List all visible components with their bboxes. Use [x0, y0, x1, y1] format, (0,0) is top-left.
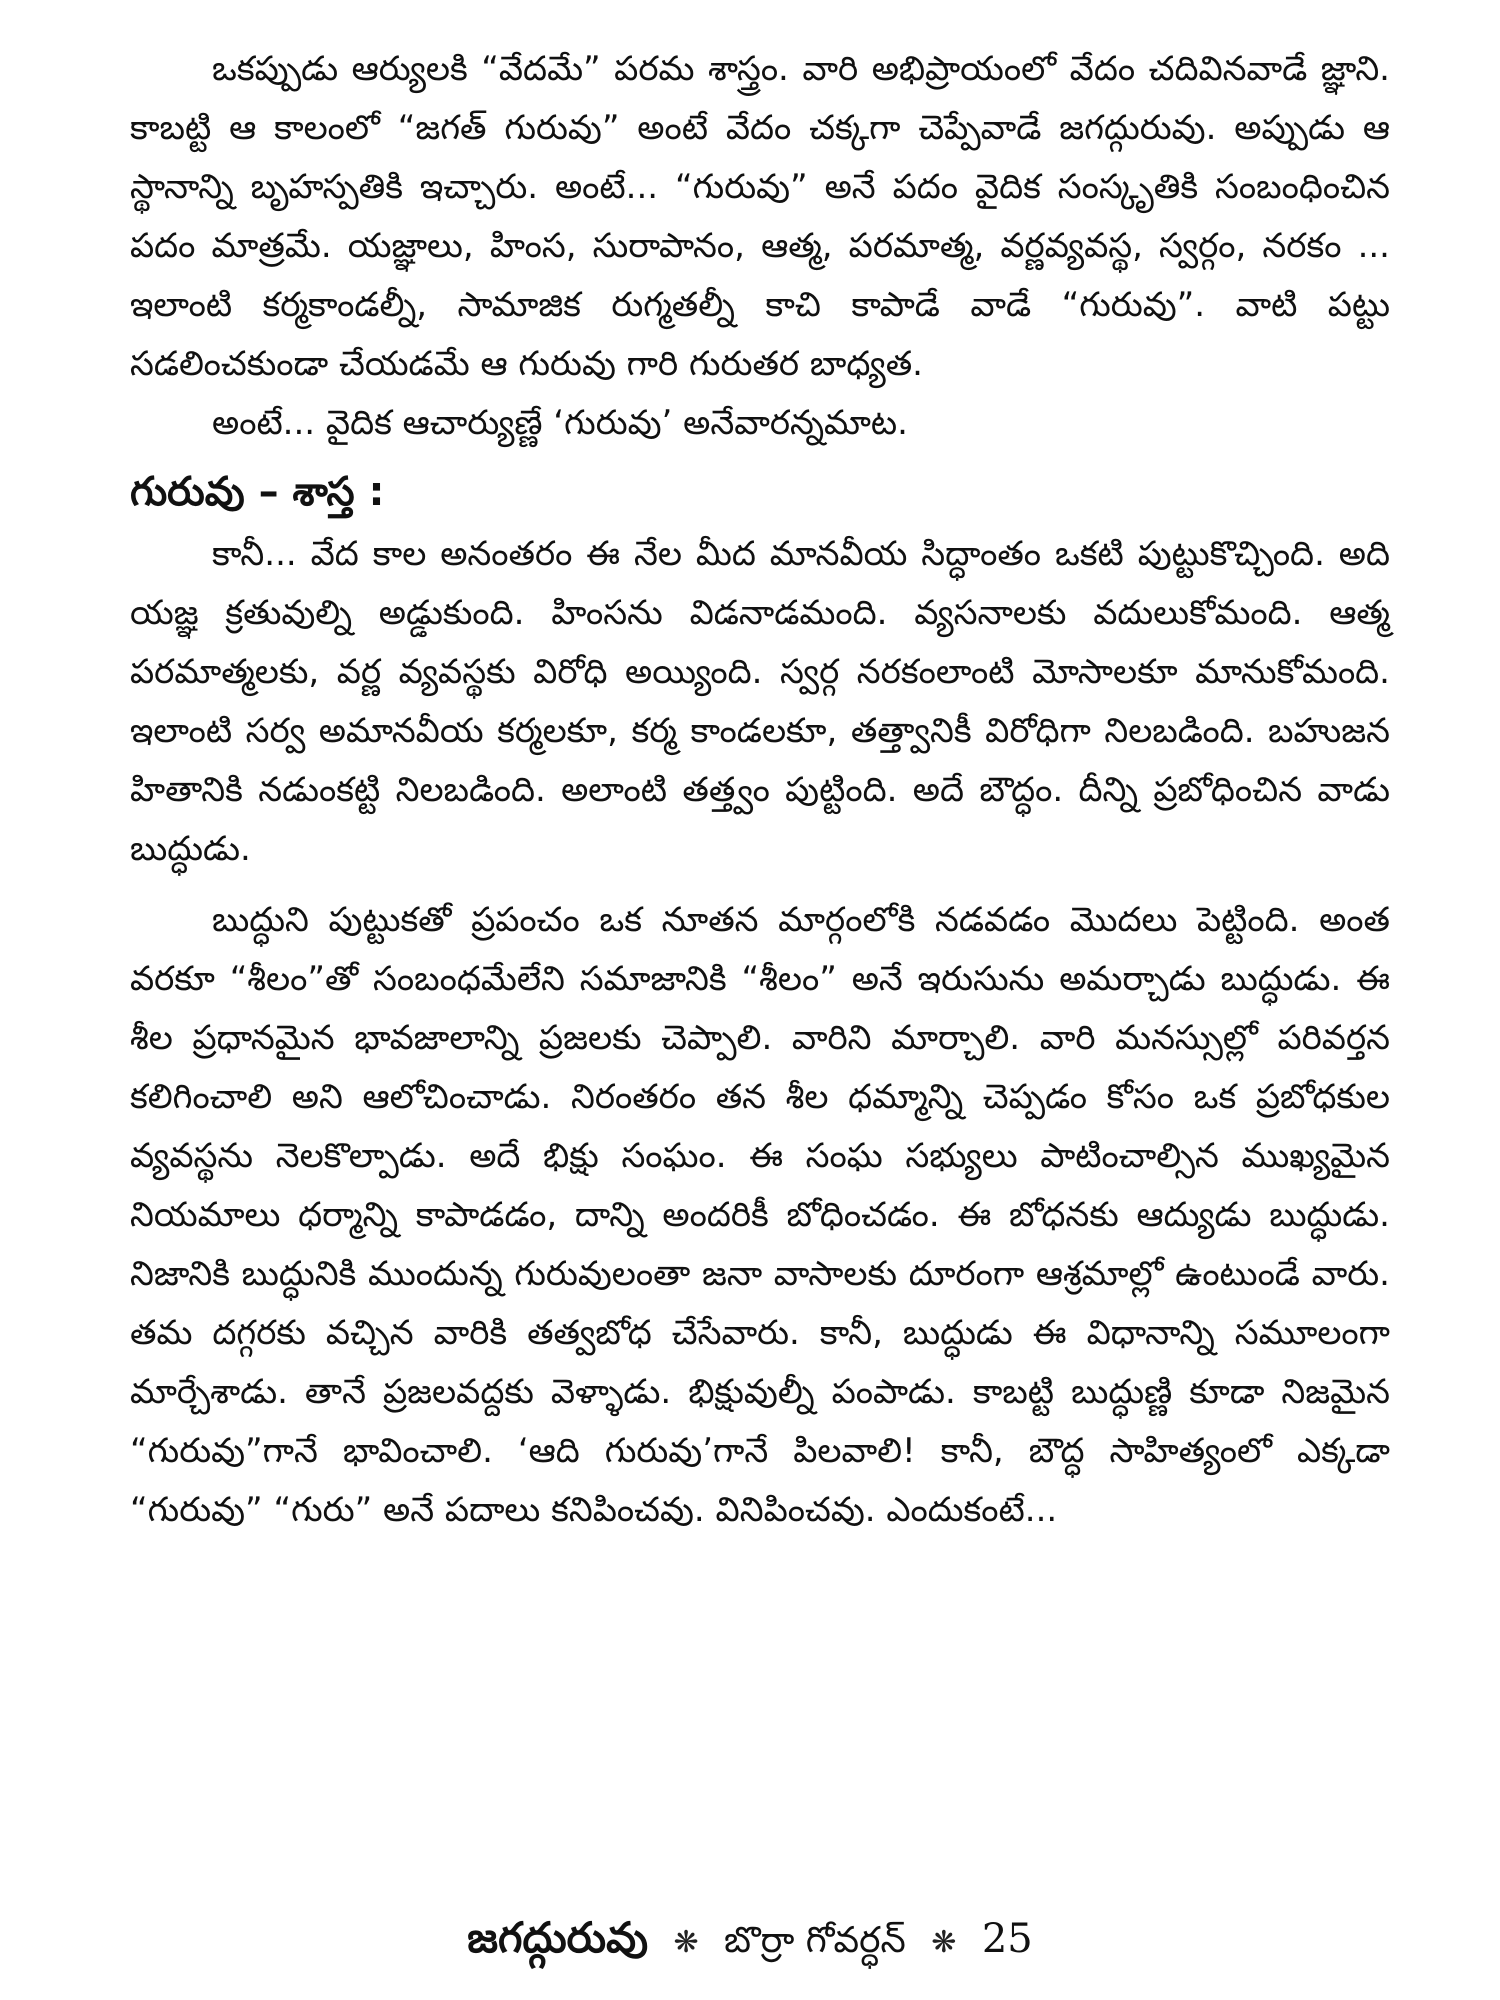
paragraph-vedic-guru: ఒకప్పుడు ఆర్యులకి “వేదమే” పరమ శాస్త్రం. వారి అభిప్రాయంలో వేదం చదివినవాడే జ్ఞాని. కాబట్టి ఆ కాలంలో “జగత్ గురువు” అంటే వేదం చక్కగా చెప్పేవాడే జగద్గురువు. అప్పుడు ఆ స్థానాన్ని బృహస్పతికి ఇచ్చారు. అంటే... “గురువు” అనే పదం వైదిక సంస్కృతికి సంబంధించిన పదం మాత్రమే. యజ్ఞాలు, హింస, సురాపానం, ఆత్మ, పరమాత్మ, వర్ణవ్యవస్థ, స్వర్గం, నరకం ... ఇలాంటి కర్మకాండల్నీ, సామాజిక రుగ్మతల్నీ కాచి కాపాడే వాడే “గురువు”. వాటి పట్టు సడలించకుండా చేయడమే ఆ గురువు గారి గురుతర బాధ్యత.: [130, 49, 1390, 384]
book-title: జగద్గురువు: [467, 1913, 648, 1962]
author-name: బొర్రా గోవర్ధన్: [724, 1920, 906, 1961]
separator-star-icon: ❋: [673, 1925, 699, 1960]
page-footer: [0, 1908, 1500, 1973]
page-body: [130, 40, 1390, 1920]
section-heading: గురువు – శాస్త :: [130, 469, 385, 515]
paragraph-buddhist-theory: కానీ... వేద కాల అనంతరం ఈ నేల మీద మానవీయ సిద్ధాంతం ఒకటి పుట్టుకొచ్చింది. అది యజ్ఞ క్రతువుల్ని అడ్డుకుంది. హింసను విడనాడమంది. వ్యసనాలకు వదులుకోమంది. ఆత్మ పరమాత్మలకు, వర్ణ వ్యవస్థకు విరోధి అయ్యింది. స్వర్గ నరకంలాంటి మోసాలకూ మానుకోమంది. ఇలాంటి సర్వ అమానవీయ కర్మలకూ, కర్మ కాండలకూ, తత్త్వానికీ విరోధిగా నిలబడింది. బహుజన హితానికి నడుంకట్టి నిలబడింది. అలాంటి తత్త్వం పుట్టింది. అదే బౌద్ధం. దీన్ని ప్రబోధించిన వాడు బుద్ధుడు.: [130, 534, 1390, 869]
separator-star-icon: ❋: [931, 1925, 957, 1960]
page-number: 25: [981, 1916, 1033, 1962]
paragraph-vaidika-acharya: అంటే... వైదిక ఆచార్యుణ్ణే ‘గురువు’ అనేవారన్నమాట.: [212, 403, 908, 443]
paragraph-buddha-teacher: బుద్ధుని పుట్టుకతో ప్రపంచం ఒక నూతన మార్గంలోకి నడవడం మొదలు పెట్టింది. అంత వరకూ “శీలం”తో సంబంధమేలేని సమాజానికి “శీలం” అనే ఇరుసును అమర్చాడు బుద్ధుడు. ఈ శీల ప్రధానమైన భావజాలాన్ని ప్రజలకు చెప్పాలి. వారిని మార్చాలి. వారి మనస్సుల్లో పరివర్తన కలిగించాలి అని ఆలోచించాడు. నిరంతరం తన శీల ధమ్మాన్ని చెప్పడం కోసం ఒక ప్రబోధకుల వ్యవస్థను నెలకొల్పాడు. అదే భిక్షు సంఘం. ఈ సంఘ సభ్యులు పాటించాల్సిన ముఖ్యమైన నియమాలు ధర్మాన్ని కాపాడడం, దాన్ని అందరికీ బోధించడం. ఈ బోధనకు ఆద్యుడు బుద్ధుడు. నిజానికి బుద్ధునికి ముందున్న గురువులంతా జనా వాసాలకు దూరంగా ఆశ్రమాల్లో ఉంటుండే వారు. తమ దగ్గరకు వచ్చిన వారికి తత్వబోధ చేసేవారు. కానీ, బుద్ధుడు ఈ విధానాన్ని సమూలంగా మార్చేశాడు. తానే ప్రజలవద్దకు వెళ్ళాడు. భిక్షువుల్నీ పంపాడు. కాబట్టి బుద్ధుణ్ణి కూడా నిజమైన “గురువు”గానే భావించాలి. ‘ఆది గురువు’గానే పిలవాలి! కానీ, బౌద్ధ సాహిత్యంలో ఎక్కడా “గురువు” “గురు” అనే పదాలు కనిపించవు. వినిపించవు. ఎందుకంటే...: [130, 900, 1390, 1530]
